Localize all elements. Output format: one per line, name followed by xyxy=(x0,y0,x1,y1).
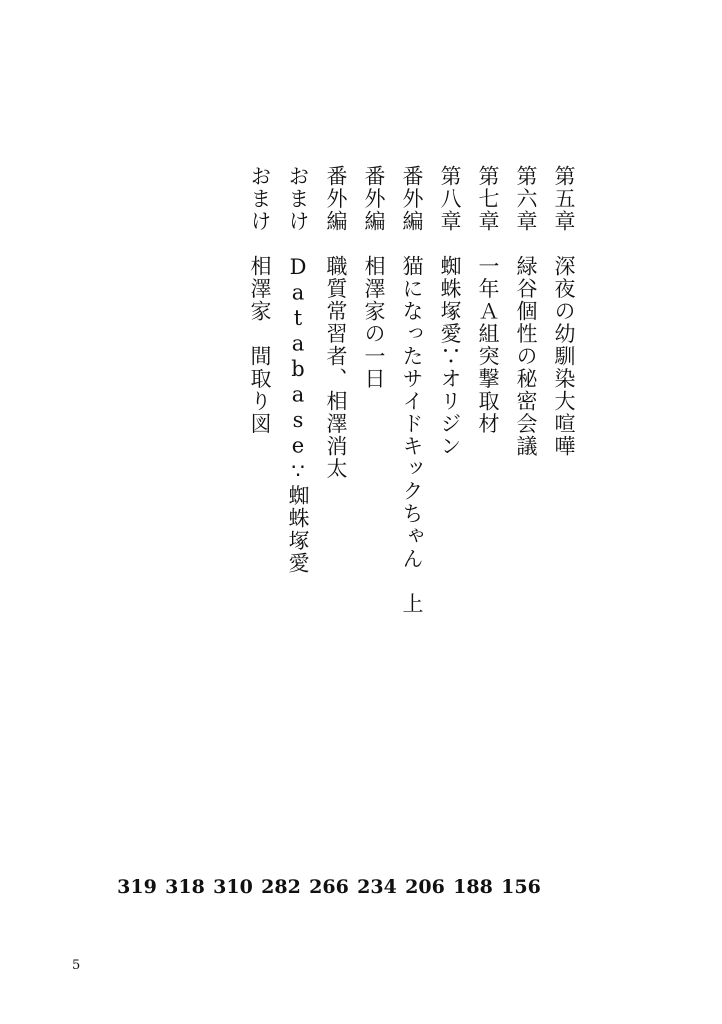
toc-page-number: 206 xyxy=(405,876,445,898)
toc-page-number: 318 xyxy=(165,876,205,898)
toc-page-number: 188 xyxy=(453,876,493,898)
toc-entry: 第六章 緑谷個性の秘密会議 xyxy=(514,165,538,458)
toc-page-number: 319 xyxy=(117,876,157,898)
toc-page-number: 282 xyxy=(261,876,301,898)
toc-entry: おまけ Database∵蜘蛛塚愛 xyxy=(286,165,310,575)
toc-entry: 第五章 深夜の幼馴染大喧嘩 xyxy=(552,165,576,458)
toc-page-number: 234 xyxy=(357,876,397,898)
toc-entry: 番外編 猫になったサイドキックちゃん 上 xyxy=(400,165,424,615)
table-of-contents xyxy=(0,165,722,865)
toc-page-number: 156 xyxy=(501,876,541,898)
toc-entry: おまけ 相澤家 間取り図 xyxy=(248,165,272,435)
toc-page-number-row xyxy=(0,876,722,898)
toc-entry: 第八章 蜘蛛塚愛∵オリジン xyxy=(438,165,462,458)
toc-page-number: 266 xyxy=(309,876,349,898)
toc-page-number: 310 xyxy=(213,876,253,898)
toc-entry: 第七章 一年Ａ組突撃取材 xyxy=(476,165,500,435)
toc-entry: 番外編 職質常習者、相澤消太 xyxy=(324,165,348,480)
page-folio-number: 5 xyxy=(72,958,81,973)
toc-entry: 番外編 相澤家の一日 xyxy=(362,165,386,390)
